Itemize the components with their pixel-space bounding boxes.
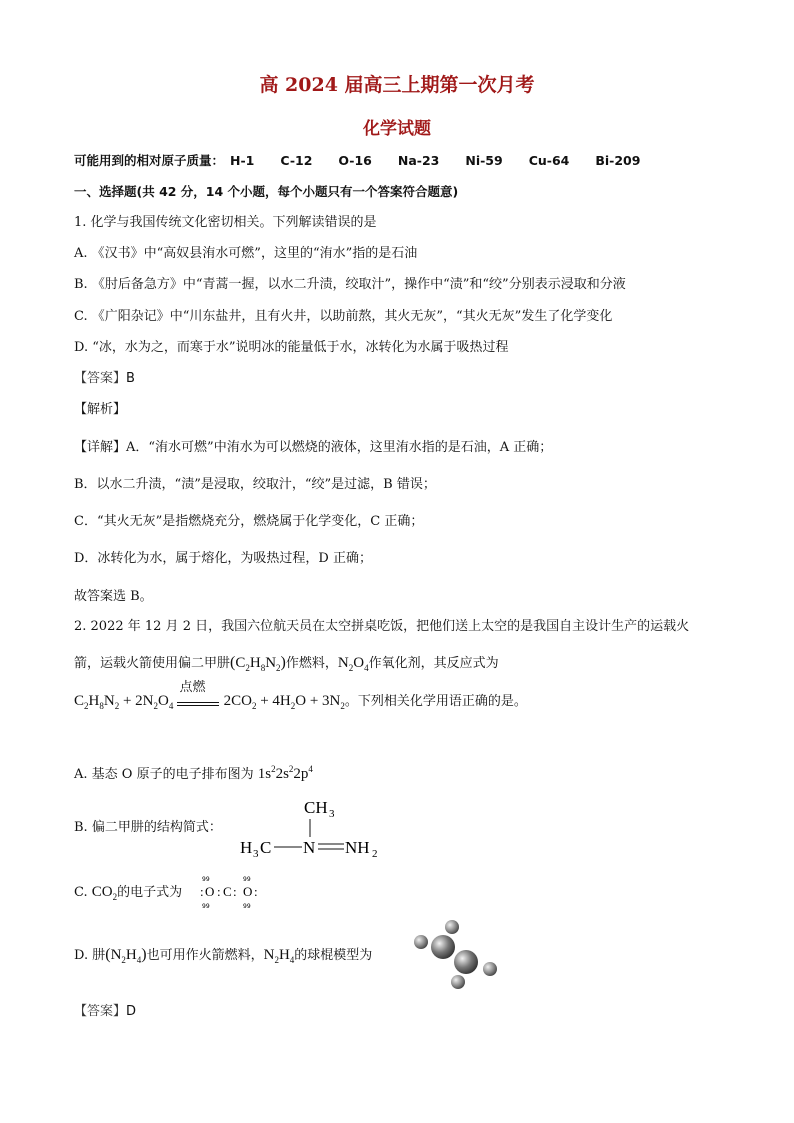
hydrogen-atom bbox=[483, 962, 497, 976]
hydrazine-formula: $(N_2H_4)$ bbox=[105, 946, 147, 965]
hydrazine-formula: $N_2H_4$ bbox=[263, 947, 295, 965]
question-1-stem: 1. 化学与我国传统文化密切相关。下列解读错误的是 bbox=[74, 215, 377, 230]
answer-label: 【答案】 bbox=[74, 371, 127, 386]
svg-text::: : bbox=[200, 884, 204, 899]
svg-text:N: N bbox=[303, 838, 316, 857]
nitrogen-atom bbox=[454, 950, 478, 974]
reaction-equation bbox=[74, 679, 527, 715]
hydrogen-atom bbox=[445, 920, 459, 934]
co2-electron-dot bbox=[198, 872, 268, 912]
hydrazine-ball-stick-model bbox=[410, 914, 502, 992]
question-2-option-d bbox=[74, 946, 372, 969]
svg-text:3: 3 bbox=[253, 848, 259, 860]
mass-item: Ni-59 bbox=[465, 153, 503, 168]
svg-text:99: 99 bbox=[202, 903, 210, 910]
question-1-analysis-label: 【解析】 bbox=[74, 402, 127, 417]
question-1-detail-a bbox=[74, 439, 552, 457]
hydrogen-atom bbox=[451, 975, 465, 989]
svg-text:O: O bbox=[205, 884, 215, 899]
question-1-option-d: D. “冰，水为之，而寒于水”说明冰的能量低于水，冰转化为水属于吸热过程 bbox=[74, 340, 509, 355]
question-2-stem-line1: 2. 2022 年 12 月 2 日，我国六位航天员在太空拼桌吃饭，把他们送上太空的是我国自主设计生产的运载火 bbox=[74, 619, 690, 634]
question-1-conclusion: 故答案选 B。 bbox=[74, 589, 153, 604]
udmh-formula: $(C_2H_8N_2)$ bbox=[230, 654, 286, 673]
answer-label: 【答案】 bbox=[74, 1004, 127, 1019]
question-1-detail-d: D．冰转化为水，属于熔化，为吸热过程，D 正确； bbox=[74, 551, 372, 566]
question-2-stem-line2 bbox=[74, 654, 499, 677]
udmh-structure bbox=[238, 795, 388, 863]
svg-text:CH: CH bbox=[304, 798, 328, 817]
stem-text: 。下列相关化学用语正确的是。 bbox=[344, 694, 527, 709]
svg-text:3: 3 bbox=[329, 808, 335, 820]
answer-value: B bbox=[126, 371, 135, 386]
question-2-option-a bbox=[74, 760, 313, 784]
svg-text:99: 99 bbox=[243, 876, 251, 883]
detail-label: 【详解】 bbox=[74, 440, 127, 455]
stem-text: 作燃料， bbox=[285, 656, 338, 671]
atomic-masses bbox=[74, 152, 666, 170]
co2-formula: $CO_2$ bbox=[91, 884, 118, 902]
svg-text::: : bbox=[217, 884, 221, 899]
option-text: C. bbox=[74, 885, 92, 900]
question-2-answer bbox=[74, 1003, 136, 1021]
exam-title: 高 2024 届高三上期第一次月考 bbox=[259, 74, 535, 96]
reaction-condition: 点燃 bbox=[179, 679, 206, 695]
n2o4-formula: $N_2O_4$ bbox=[337, 655, 369, 673]
option-text: 的电子式为 bbox=[117, 885, 183, 900]
detail-text: A．“洧水可燃”中洧水为可以燃烧的液体，这里洧水指的是石油，A 正确； bbox=[126, 440, 553, 455]
stem-text: 箭，运载火箭使用偏二甲肼 bbox=[74, 656, 231, 671]
svg-text:99: 99 bbox=[202, 876, 210, 883]
question-2-option-c bbox=[74, 883, 182, 906]
mass-item: Cu-64 bbox=[528, 153, 570, 168]
svg-text:C: C bbox=[223, 884, 232, 899]
mass-item: Bi-209 bbox=[595, 153, 641, 168]
subject-title: 化学试题 bbox=[363, 119, 431, 139]
question-1-detail-b: B．以水二升渍，“渍”是浸取，绞取汁，“绞”是过滤，B 错误； bbox=[74, 477, 436, 492]
mass-item: C-12 bbox=[280, 153, 313, 168]
electron-configuration: $1s^22s^22p^4$ bbox=[257, 764, 313, 782]
question-1-detail-c: C．“其火无灰”是指燃烧充分，燃烧属于化学变化，C 正确； bbox=[74, 514, 424, 529]
svg-text::: : bbox=[233, 884, 237, 899]
reactants: $C_2H_8N_2 + 2N_2O_4$ bbox=[74, 693, 174, 711]
option-text: D. 肼 bbox=[74, 948, 106, 963]
question-1-option-a: A. 《汉书》中“高奴县洧水可燃”，这里的“洧水”指的是石油 bbox=[74, 246, 418, 261]
option-text: A. 基态 O 原子的电子排布图为 bbox=[74, 767, 254, 782]
option-text: 也可用作火箭燃料， bbox=[146, 948, 264, 963]
atomic-masses-label: 可能用到的相对原子质量： bbox=[74, 153, 225, 168]
svg-text:H: H bbox=[240, 838, 253, 857]
products: $2CO_2 + 4H_2O + 3N_2$ bbox=[223, 693, 345, 711]
option-text: 的球棍模型为 bbox=[294, 948, 373, 963]
question-1-option-c: C. 《广阳杂记》中“川东盐井，且有火井，以助前熬，其火无灰”，“其火无灰”发生了化学变化 bbox=[74, 309, 613, 324]
question-1-option-b: B. 《肘后备急方》中“青蒿一握，以水二升渍，绞取汁”，操作中“渍”和“绞”分别表示浸取和分液 bbox=[74, 277, 626, 292]
svg-text:C: C bbox=[260, 838, 272, 857]
question-1-answer bbox=[74, 370, 135, 388]
section-heading: 一、选择题(共 42 分，14 个小题，每个小题只有一个答案符合题意) bbox=[74, 184, 459, 199]
nitrogen-atom bbox=[431, 935, 455, 959]
svg-text:O: O bbox=[243, 884, 253, 899]
svg-text:99: 99 bbox=[243, 903, 251, 910]
mass-item: O-16 bbox=[338, 153, 372, 168]
mass-item: H-1 bbox=[230, 153, 255, 168]
hydrogen-atom bbox=[414, 935, 428, 949]
svg-text:NH: NH bbox=[345, 838, 370, 857]
answer-value: D bbox=[126, 1004, 137, 1019]
svg-text:2: 2 bbox=[372, 848, 378, 860]
svg-text::: : bbox=[254, 884, 258, 899]
mass-item: Na-23 bbox=[397, 153, 440, 168]
question-2-option-b: B. 偏二甲肼的结构简式： bbox=[74, 820, 222, 835]
reaction-arrow bbox=[177, 679, 219, 711]
stem-text: 作氧化剂，其反应式为 bbox=[368, 656, 499, 671]
